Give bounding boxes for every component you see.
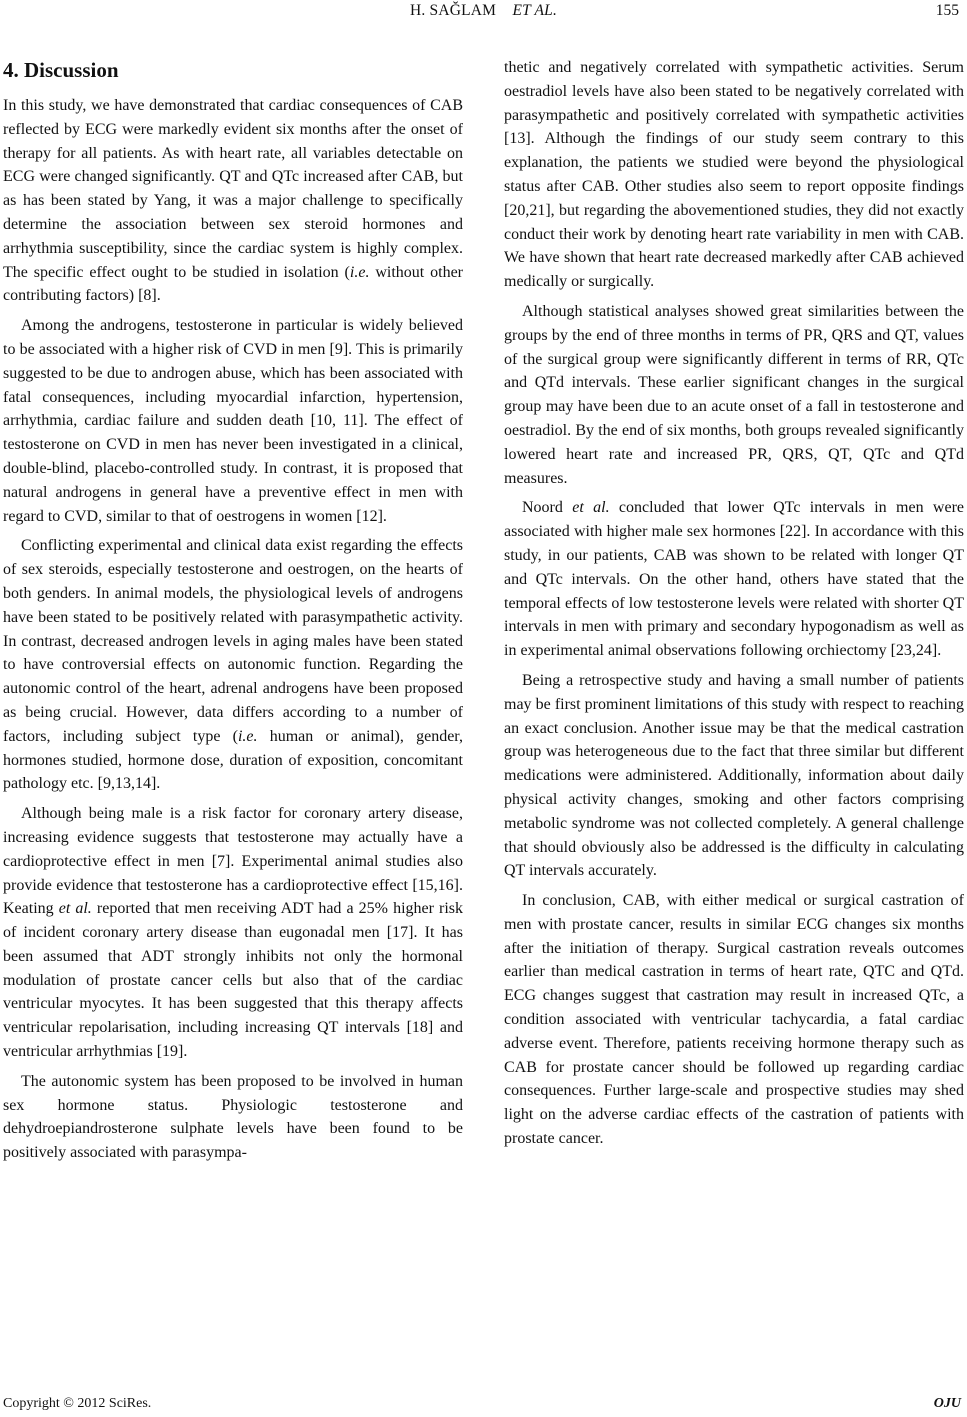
running-header [0, 2, 967, 24]
paragraph: Although statistical analyses showed great similarities between the groups by the end of three months in terms of PR, QRS and QT, values of the surgical group were significantly different in terms of RR, QTc and QTd intervals. These earlier significant changes in the surgical group may have been due to an acute onset of a fall in testosterone and oestradiol. By the end of six months, both groups revealed significantly lowered heart rate and increased PR, QRS, QT, QTc and QTd measures. [504, 302, 964, 487]
paragraph: Being a retrospective study and having a small number of patients may be first prominent limitations of this study with respect to reaching an exact conclusion. Another issue may be that the medical castration group was heterogeneous due to the fact that three similar but different medications were administered. Additionally, information about daily physical activity changes, smoking and other factors comprising metabolic syndrome was not collected completely. A general challenge that should obviously also be addressed is the difficulty in calculating QT intervals accurately. [504, 671, 964, 880]
page-number: 155 [935, 2, 959, 19]
journal-abbrev: OJU [933, 1396, 961, 1411]
section-title: 4. Discussion [3, 58, 119, 82]
paragraph: In conclusion, CAB, with either medical or surgical castration of men with prostate cancer, results in similar ECG changes six months after the initiation of therapy. Surgical castration reveals outcomes earlier than medical castration in terms of heart rate, QTC and QTd. ECG changes suggest that castration may result in increased QTc, a condition associated with ventricular tachycardia, a fatal cardiac adverse event. Therefore, patients receiving hormone therapy such as CAB for prostate cancer should be followed up regarding cardiac consequences. Further large-scale and prospective studies may shed light on the adverse cardiac effects of the castration of patients with prostate cancer. [504, 892, 964, 1148]
paragraph: Although being male is a risk factor for coronary artery disease, increasing evidence suggests that testosterone may actually have a cardioprotective effect in men [7]. Experimental animal studies also provide evidence that testosterone has a cardioprotective effect [15,16]. Keating et al. reported that men receiving ADT had a 25% higher risk of incident coronary artery disease than eugonadal men [17]. It has been assumed that ADT strongly inhibits not only the hormonal modulation of prostate cancer cells but also that of the cardiac ventricular myocytes. It has been suggested that this therapy affects ventricular repolarisation, including increasing QT intervals [18] and ventricular arrhythmias [19]. [3, 805, 464, 1061]
paragraph: Among the androgens, testosterone in particular is widely believed to be associated with a higher risk of CVD in men [9]. This is primarily suggested to be due to androgen abuse, which has been associated with fatal consequences, including myocardial infarction, hypertension, arrhythmia, cardiac failure and sudden death [10, 11]. The effect of testosterone on CVD in men has never been investigated in a clinical, double-blind, placebo-controlled study. In contrast, it is proposed that natural androgens in general have a preventive effect in men with regard to CVD, similar to that of oestrogens in women [12]. [3, 317, 463, 525]
paragraph: thetic and negatively correlated with sympathetic activities. Serum oestradiol levels have also been stated to be negatively correlated with parasympathetic and positively correlated with sympathetic activities [13]. Although the findings of our study seem contrary to this explanation, the patients we studied were beyond the physiological status after CAB. Other studies also seem to report opposite findings [20,21], but regarding the abovementioned studies, they did not exactly conduct their work by denoting heart rate variability in men with CAB. We have shown that heart rate decreased markedly after CAB achieved medically or surgically. [504, 59, 964, 291]
paragraph: Noord et al. concluded that lower QTc intervals in men were associated with higher male sex hormones [22]. In accordance with this study, in our patients, CAB was shown to be related with longer QT and QTc intervals. On the other hand, others have stated that the temporal effects of low testosterone levels were related with shorter QT intervals in men with primary and secondary hypogonadism as well as in experimental animal observations following orchiectomy [23,24]. [504, 499, 964, 660]
paragraph: Conflicting experimental and clinical data exist regarding the effects of sex steroids, especially testosterone and oestrogen, on the hearts of both genders. In animal models, the physiological levels of androgens have been stated to be positively related with parasympathetic activity. In contrast, decreased androgen levels in aging males have been stated to have controversial effects on autonomic function. Regarding the autonomic control of the heart, adrenal androgens have been proposed as being crucial. However, data differs according to a number of factors, including subject type (i.e. human or animal), gender, hormones studied, hormone dose, duration of exposition, concomitant pathology etc. [9,13,14]. [3, 537, 463, 793]
copyright-notice: Copyright © 2012 SciRes. [3, 1396, 152, 1411]
paragraph: In this study, we have demonstrated that cardiac consequences of CAB reflected by ECG were markedly evident six months after the onset of therapy for all patients. As with heart rate, all variables detectable on ECG were changed significantly. QT and QTc increased after CAB, but as has been stated by Yang, it was a major challenge to specifically determine the association between sex steroid hormones and arrhythmia susceptibility, since the cardiac system is highly complex. The specific effect ought to be studied in isolation (i.e. without other contributing factors) [8]. [3, 97, 463, 305]
page-footer [0, 1396, 967, 1416]
et-al: ET AL. [512, 2, 558, 19]
paragraph: The autonomic system has been proposed to be involved in human sex hormone status. Physiologic testosterone and dehydroepiandrosterone sulphate levels have been found to be positively associated with parasympa- [3, 1072, 463, 1162]
left-column [3, 56, 463, 1171]
author-name: H. SAĞLAM [409, 2, 497, 19]
running-head [0, 2, 967, 20]
right-column [504, 56, 964, 1157]
